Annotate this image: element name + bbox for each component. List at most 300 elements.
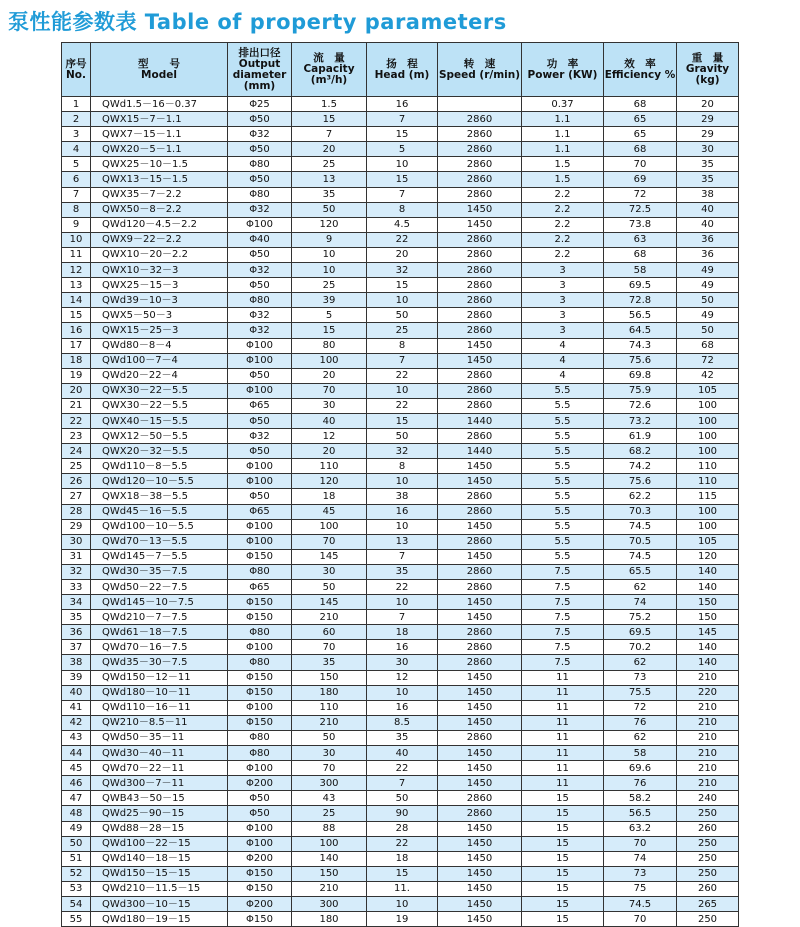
cell-no: 27 [62, 489, 91, 504]
cell-capacity: 25 [292, 278, 367, 293]
table-row [62, 353, 739, 368]
cell-capacity: 1.5 [292, 97, 367, 112]
cell-speed: 1450 [438, 836, 522, 851]
cell-no: 40 [62, 685, 91, 700]
cell-output-diameter: Φ200 [228, 896, 292, 911]
cell-no: 15 [62, 308, 91, 323]
cell-speed: 2860 [438, 293, 522, 308]
cell-gravity: 260 [677, 821, 739, 836]
cell-no: 23 [62, 429, 91, 444]
cell-power: 7.5 [522, 595, 604, 610]
cell-model: QWd150－15－15 [91, 866, 228, 881]
cell-model: QWd1.5－16－0.37 [91, 97, 228, 112]
cell-efficiency: 69.8 [604, 368, 677, 383]
table-row [62, 640, 739, 655]
cell-efficiency: 56.5 [604, 308, 677, 323]
cell-model: QWX25－15－3 [91, 278, 228, 293]
cell-efficiency: 65 [604, 127, 677, 142]
cell-output-diameter: Φ65 [228, 504, 292, 519]
cell-capacity: 180 [292, 685, 367, 700]
cell-gravity: 120 [677, 549, 739, 564]
cell-capacity: 180 [292, 912, 367, 927]
cell-gravity: 210 [677, 746, 739, 761]
cell-head: 32 [367, 263, 438, 278]
cell-output-diameter: Φ40 [228, 232, 292, 247]
header-model: 型 号 Model [91, 43, 228, 97]
cell-gravity: 210 [677, 730, 739, 745]
cell-no: 6 [62, 172, 91, 187]
header-output-diameter: 排出口径 Output diameter (mm) [228, 43, 292, 97]
cell-no: 25 [62, 459, 91, 474]
cell-efficiency: 70.5 [604, 534, 677, 549]
cell-head: 19 [367, 912, 438, 927]
cell-speed: 1450 [438, 353, 522, 368]
cell-model: QWX18－38－5.5 [91, 489, 228, 504]
table-row [62, 730, 739, 745]
cell-efficiency: 58.2 [604, 791, 677, 806]
cell-speed: 1450 [438, 202, 522, 217]
cell-capacity: 40 [292, 413, 367, 428]
cell-model: QWd100－10－5.5 [91, 519, 228, 534]
cell-power: 2.2 [522, 232, 604, 247]
cell-head: 50 [367, 429, 438, 444]
cell-gravity: 100 [677, 413, 739, 428]
cell-model: QWd140－18－15 [91, 851, 228, 866]
cell-model: QWd210－7－7.5 [91, 610, 228, 625]
cell-power: 11 [522, 746, 604, 761]
table-row [62, 338, 739, 353]
cell-no: 11 [62, 247, 91, 262]
cell-model: QWd145－7－5.5 [91, 549, 228, 564]
cell-efficiency: 65 [604, 112, 677, 127]
cell-speed: 1450 [438, 459, 522, 474]
cell-speed: 1440 [438, 413, 522, 428]
cell-no: 50 [62, 836, 91, 851]
cell-efficiency: 72.8 [604, 293, 677, 308]
cell-efficiency: 72.5 [604, 202, 677, 217]
cell-efficiency: 70 [604, 836, 677, 851]
cell-capacity: 30 [292, 564, 367, 579]
cell-gravity: 210 [677, 761, 739, 776]
cell-output-diameter: Φ100 [228, 761, 292, 776]
cell-power: 3 [522, 308, 604, 323]
cell-head: 7 [367, 776, 438, 791]
cell-power: 2.2 [522, 217, 604, 232]
cell-gravity: 250 [677, 912, 739, 927]
cell-gravity: 140 [677, 640, 739, 655]
cell-gravity: 42 [677, 368, 739, 383]
cell-no: 48 [62, 806, 91, 821]
cell-output-diameter: Φ80 [228, 655, 292, 670]
cell-no: 10 [62, 232, 91, 247]
table-row [62, 202, 739, 217]
cell-no: 17 [62, 338, 91, 353]
cell-speed: 2860 [438, 791, 522, 806]
table-row [62, 142, 739, 157]
cell-speed: 1450 [438, 866, 522, 881]
cell-capacity: 5 [292, 308, 367, 323]
cell-head: 10 [367, 595, 438, 610]
table-row [62, 776, 739, 791]
cell-capacity: 50 [292, 580, 367, 595]
cell-head: 15 [367, 172, 438, 187]
cell-gravity: 72 [677, 353, 739, 368]
table-row [62, 670, 739, 685]
cell-head: 16 [367, 640, 438, 655]
cell-output-diameter: Φ100 [228, 640, 292, 655]
cell-speed: 1450 [438, 217, 522, 232]
cell-gravity: 100 [677, 398, 739, 413]
cell-no: 22 [62, 413, 91, 428]
cell-output-diameter: Φ150 [228, 866, 292, 881]
cell-gravity: 250 [677, 851, 739, 866]
cell-speed: 1450 [438, 700, 522, 715]
cell-output-diameter: Φ50 [228, 444, 292, 459]
table-row [62, 866, 739, 881]
cell-no: 46 [62, 776, 91, 791]
cell-output-diameter: Φ200 [228, 776, 292, 791]
cell-speed: 2860 [438, 308, 522, 323]
table-row [62, 489, 739, 504]
table-row [62, 323, 739, 338]
cell-power: 1.1 [522, 142, 604, 157]
cell-efficiency: 61.9 [604, 429, 677, 444]
cell-no: 31 [62, 549, 91, 564]
cell-head: 15 [367, 413, 438, 428]
cell-power: 15 [522, 896, 604, 911]
cell-no: 4 [62, 142, 91, 157]
cell-speed: 2860 [438, 580, 522, 595]
cell-no: 19 [62, 368, 91, 383]
cell-no: 54 [62, 896, 91, 911]
cell-speed: 2860 [438, 187, 522, 202]
cell-capacity: 210 [292, 610, 367, 625]
cell-gravity: 260 [677, 881, 739, 896]
table-row [62, 896, 739, 911]
cell-head: 22 [367, 580, 438, 595]
cell-power: 5.5 [522, 474, 604, 489]
header-no: 序号 No. [62, 43, 91, 97]
table-row [62, 580, 739, 595]
cell-efficiency: 74.3 [604, 338, 677, 353]
cell-head: 25 [367, 323, 438, 338]
cell-no: 29 [62, 519, 91, 534]
cell-model: QWX20－5－1.1 [91, 142, 228, 157]
cell-gravity: 49 [677, 263, 739, 278]
cell-gravity: 20 [677, 97, 739, 112]
cell-capacity: 13 [292, 172, 367, 187]
cell-efficiency: 62 [604, 655, 677, 670]
cell-model: QWd88－28－15 [91, 821, 228, 836]
cell-no: 16 [62, 323, 91, 338]
cell-model: QWX7－15－1.1 [91, 127, 228, 142]
cell-model: QWX9－22－2.2 [91, 232, 228, 247]
cell-efficiency: 62 [604, 580, 677, 595]
cell-gravity: 49 [677, 308, 739, 323]
cell-no: 37 [62, 640, 91, 655]
cell-no: 35 [62, 610, 91, 625]
cell-capacity: 20 [292, 368, 367, 383]
table-row [62, 413, 739, 428]
cell-model: QWd300－7－11 [91, 776, 228, 791]
cell-power: 11 [522, 730, 604, 745]
cell-efficiency: 72 [604, 700, 677, 715]
table-row [62, 308, 739, 323]
cell-efficiency: 73.2 [604, 413, 677, 428]
cell-efficiency: 64.5 [604, 323, 677, 338]
cell-capacity: 43 [292, 791, 367, 806]
cell-model: QWd110－16－11 [91, 700, 228, 715]
cell-power: 3 [522, 278, 604, 293]
cell-efficiency: 75 [604, 881, 677, 896]
cell-speed: 1450 [438, 881, 522, 896]
cell-speed: 1450 [438, 338, 522, 353]
cell-head: 5 [367, 142, 438, 157]
cell-model: QWd30－40－11 [91, 746, 228, 761]
cell-no: 43 [62, 730, 91, 745]
cell-capacity: 60 [292, 625, 367, 640]
cell-power: 4 [522, 338, 604, 353]
cell-efficiency: 73 [604, 866, 677, 881]
cell-capacity: 110 [292, 700, 367, 715]
cell-head: 16 [367, 504, 438, 519]
cell-head: 10 [367, 383, 438, 398]
cell-head: 38 [367, 489, 438, 504]
cell-speed: 2860 [438, 640, 522, 655]
table-row [62, 398, 739, 413]
cell-power: 5.5 [522, 398, 604, 413]
cell-gravity: 35 [677, 172, 739, 187]
cell-model: QWd61－18－7.5 [91, 625, 228, 640]
cell-capacity: 20 [292, 444, 367, 459]
cell-gravity: 210 [677, 715, 739, 730]
cell-head: 22 [367, 232, 438, 247]
page-title: 泵性能参数表 Table of property parameters [8, 10, 507, 34]
cell-output-diameter: Φ100 [228, 474, 292, 489]
cell-no: 28 [62, 504, 91, 519]
cell-capacity: 120 [292, 217, 367, 232]
cell-head: 12 [367, 670, 438, 685]
cell-gravity: 38 [677, 187, 739, 202]
cell-output-diameter: Φ32 [228, 323, 292, 338]
cell-head: 7 [367, 187, 438, 202]
table-row [62, 247, 739, 262]
cell-output-diameter: Φ100 [228, 217, 292, 232]
cell-output-diameter: Φ150 [228, 685, 292, 700]
table-row [62, 549, 739, 564]
cell-model: QWd35－30－7.5 [91, 655, 228, 670]
cell-efficiency: 74.5 [604, 549, 677, 564]
cell-head: 7 [367, 549, 438, 564]
cell-output-diameter: Φ32 [228, 263, 292, 278]
cell-no: 39 [62, 670, 91, 685]
cell-speed: 1450 [438, 595, 522, 610]
cell-model: QWd110－8－5.5 [91, 459, 228, 474]
cell-capacity: 35 [292, 187, 367, 202]
cell-gravity: 220 [677, 685, 739, 700]
cell-no: 26 [62, 474, 91, 489]
cell-output-diameter: Φ100 [228, 338, 292, 353]
cell-speed: 1450 [438, 776, 522, 791]
table-row [62, 278, 739, 293]
cell-output-diameter: Φ150 [228, 881, 292, 896]
cell-efficiency: 70 [604, 157, 677, 172]
cell-head: 8 [367, 338, 438, 353]
cell-power: 11 [522, 761, 604, 776]
cell-model: QWd25－90－15 [91, 806, 228, 821]
cell-output-diameter: Φ80 [228, 746, 292, 761]
cell-model: QWX5－50－3 [91, 308, 228, 323]
cell-power: 5.5 [522, 383, 604, 398]
cell-no: 47 [62, 791, 91, 806]
cell-speed: 2860 [438, 157, 522, 172]
table-row [62, 534, 739, 549]
cell-capacity: 145 [292, 549, 367, 564]
cell-model: QWX12－50－5.5 [91, 429, 228, 444]
table-row [62, 791, 739, 806]
cell-efficiency: 74.5 [604, 896, 677, 911]
cell-no: 9 [62, 217, 91, 232]
cell-power: 4 [522, 353, 604, 368]
cell-efficiency: 68 [604, 97, 677, 112]
header-capacity: 流 量 Capacity (m³/h) [292, 43, 367, 97]
cell-output-diameter: Φ100 [228, 534, 292, 549]
cell-capacity: 9 [292, 232, 367, 247]
table-row [62, 700, 739, 715]
cell-speed: 2860 [438, 278, 522, 293]
cell-efficiency: 65.5 [604, 564, 677, 579]
cell-head: 22 [367, 836, 438, 851]
cell-efficiency: 58 [604, 746, 677, 761]
cell-no: 14 [62, 293, 91, 308]
cell-output-diameter: Φ80 [228, 564, 292, 579]
cell-capacity: 15 [292, 323, 367, 338]
cell-model: QW210－8.5－11 [91, 715, 228, 730]
cell-output-diameter: Φ100 [228, 383, 292, 398]
cell-no: 3 [62, 127, 91, 142]
cell-efficiency: 74 [604, 595, 677, 610]
cell-model: QWd180－19－15 [91, 912, 228, 927]
cell-output-diameter: Φ32 [228, 127, 292, 142]
cell-gravity: 36 [677, 232, 739, 247]
cell-capacity: 100 [292, 353, 367, 368]
cell-power: 15 [522, 791, 604, 806]
cell-no: 34 [62, 595, 91, 610]
cell-gravity: 68 [677, 338, 739, 353]
cell-output-diameter: Φ200 [228, 851, 292, 866]
table-row [62, 97, 739, 112]
cell-gravity: 50 [677, 323, 739, 338]
cell-efficiency: 68 [604, 247, 677, 262]
cell-efficiency: 62 [604, 730, 677, 745]
cell-head: 50 [367, 308, 438, 323]
cell-head: 35 [367, 564, 438, 579]
cell-power: 7.5 [522, 655, 604, 670]
header-row [62, 43, 739, 97]
table-row [62, 821, 739, 836]
cell-head: 18 [367, 625, 438, 640]
cell-output-diameter: Φ32 [228, 308, 292, 323]
cell-power: 15 [522, 912, 604, 927]
cell-capacity: 70 [292, 640, 367, 655]
cell-capacity: 150 [292, 670, 367, 685]
cell-capacity: 300 [292, 896, 367, 911]
cell-output-diameter: Φ150 [228, 610, 292, 625]
cell-speed: 2860 [438, 730, 522, 745]
table-row [62, 383, 739, 398]
cell-power: 5.5 [522, 519, 604, 534]
cell-gravity: 150 [677, 595, 739, 610]
table-row [62, 459, 739, 474]
cell-output-diameter: Φ100 [228, 353, 292, 368]
table-row [62, 187, 739, 202]
cell-output-diameter: Φ50 [228, 489, 292, 504]
cell-head: 28 [367, 821, 438, 836]
cell-power: 3 [522, 293, 604, 308]
cell-output-diameter: Φ150 [228, 549, 292, 564]
cell-output-diameter: Φ50 [228, 806, 292, 821]
cell-output-diameter: Φ150 [228, 670, 292, 685]
cell-model: QWX30－22－5.5 [91, 383, 228, 398]
cell-speed: 2860 [438, 232, 522, 247]
cell-gravity: 110 [677, 459, 739, 474]
table-row [62, 444, 739, 459]
cell-model: QWX30－22－5.5 [91, 398, 228, 413]
cell-capacity: 210 [292, 881, 367, 896]
cell-capacity: 25 [292, 806, 367, 821]
cell-no: 33 [62, 580, 91, 595]
cell-gravity: 210 [677, 776, 739, 791]
cell-capacity: 300 [292, 776, 367, 791]
cell-head: 13 [367, 534, 438, 549]
table-row [62, 625, 739, 640]
cell-speed: 1450 [438, 549, 522, 564]
cell-output-diameter: Φ50 [228, 142, 292, 157]
cell-capacity: 110 [292, 459, 367, 474]
cell-power: 5.5 [522, 429, 604, 444]
table-row [62, 232, 739, 247]
cell-efficiency: 74.5 [604, 519, 677, 534]
cell-model: QWd70－22－11 [91, 761, 228, 776]
cell-model: QWX15－25－3 [91, 323, 228, 338]
cell-head: 8 [367, 202, 438, 217]
table-row [62, 655, 739, 670]
cell-efficiency: 74 [604, 851, 677, 866]
cell-efficiency: 70.2 [604, 640, 677, 655]
cell-speed: 2860 [438, 112, 522, 127]
property-table [61, 42, 739, 927]
cell-speed: 1440 [438, 444, 522, 459]
cell-head: 8.5 [367, 715, 438, 730]
cell-speed: 2860 [438, 142, 522, 157]
cell-head: 18 [367, 851, 438, 866]
cell-capacity: 18 [292, 489, 367, 504]
cell-no: 18 [62, 353, 91, 368]
cell-efficiency: 70 [604, 912, 677, 927]
cell-head: 10 [367, 293, 438, 308]
cell-no: 5 [62, 157, 91, 172]
cell-capacity: 70 [292, 383, 367, 398]
cell-model: QWd30－35－7.5 [91, 564, 228, 579]
cell-speed: 1450 [438, 912, 522, 927]
cell-model: QWX10－20－2.2 [91, 247, 228, 262]
table-row [62, 715, 739, 730]
cell-speed [438, 97, 522, 112]
cell-output-diameter: Φ65 [228, 398, 292, 413]
cell-power: 1.5 [522, 172, 604, 187]
cell-model: QWX10－32－3 [91, 263, 228, 278]
cell-power: 5.5 [522, 459, 604, 474]
